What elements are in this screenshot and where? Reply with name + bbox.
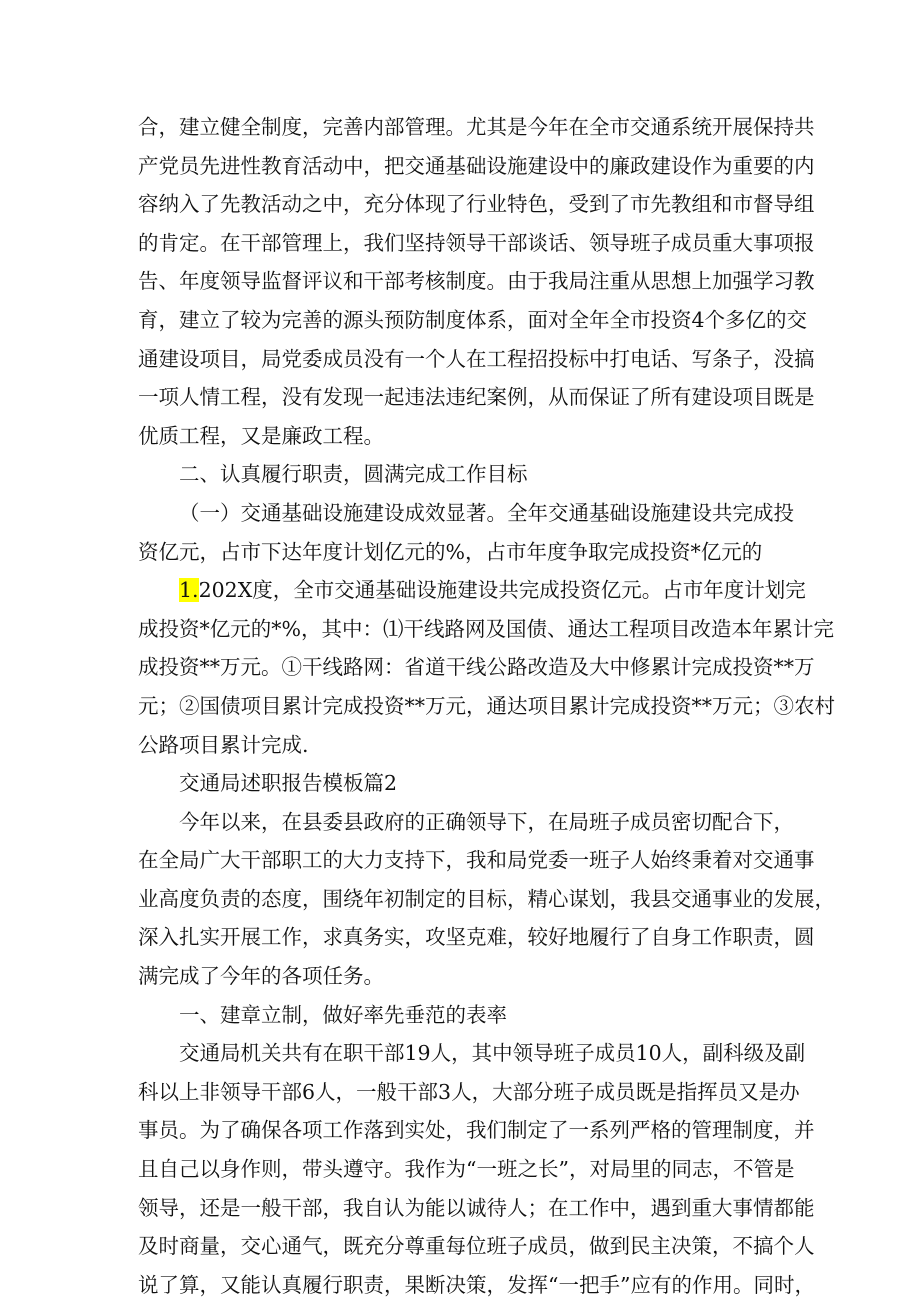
text-line: 产党员先进性教育活动中，把交通基础设施建设中的廉政建设作为重要的内 bbox=[138, 153, 815, 178]
text-line: 资亿元，占市下达年度计划亿元的%，占市年度争取完成投资*亿元的 bbox=[138, 539, 763, 564]
text-line: 成投资*亿元的*%，其中：⑴干线路网及国债、通达工程项目改造本年累计完 bbox=[138, 616, 834, 641]
section-heading: 一、建章立制，做好率先垂范的表率 bbox=[179, 1002, 507, 1027]
text-line: 的肯定。在干部管理上，我们坚持领导干部谈话、领导班子成员重大事项报 bbox=[138, 230, 815, 255]
text-line: 告、年度领导监督评议和干部考核制度。由于我局注重从思想上加强学习教 bbox=[138, 269, 815, 294]
text-line: 交通局机关共有在职干部19人，其中领导班子成员10人，副科级及副 bbox=[179, 1041, 806, 1066]
text-line: 说了算，又能认真履行职责，果断决策，发挥“一把手”应有的作用。同时， bbox=[138, 1272, 815, 1297]
text-line: 合，建立健全制度，完善内部管理。尤其是今年在全市交通系统开展保持共 bbox=[138, 115, 815, 139]
text-line: 通建设项目，局党委成员没有一个人在工程招投标中打电话、写条子，没搞 bbox=[138, 346, 815, 371]
text-line: 今年以来，在县委县政府的正确领导下，在局班子成员密切配合下， bbox=[179, 809, 794, 834]
text-line: 且自己以身作则，带头遵守。我作为“一班之长”，对局里的同志，不管是 bbox=[138, 1157, 795, 1182]
text-line: 及时商量，交心通气，既充分尊重每位班子成员，做到民主决策，不搞个人 bbox=[138, 1234, 815, 1259]
text-line: 满完成了今年的各项任务。 bbox=[138, 964, 384, 989]
text-line: 公路项目累计完成. bbox=[138, 732, 309, 757]
text-line-content: 202X度，全市交通基础设施建设共完成投资亿元。占市年度计划完 bbox=[198, 578, 806, 603]
text-line: 业高度负责的态度，围绕年初制定的目标，精心谋划，我县交通事业的发展， bbox=[138, 886, 835, 911]
text-line: 事员。为了确保各项工作落到实处，我们制定了一系列严格的管理制度，并 bbox=[138, 1118, 815, 1143]
subsection-heading: （一）交通基础设施建设成效显著。全年交通基础设施建设共完成投 bbox=[179, 500, 794, 525]
document-body bbox=[138, 108, 835, 1304]
text-line: 元；②国债项目累计完成投资**万元，通达项目累计完成投资**万元；③农村 bbox=[138, 693, 835, 718]
text-line: 领导，还是一般干部，我自认为能以诚待人；在工作中，遇到重大事情都能 bbox=[138, 1195, 815, 1220]
text-line: 在全局广大干部职工的大力支持下，我和局党委一班子人始终秉着对交通事 bbox=[138, 848, 815, 873]
text-line bbox=[138, 571, 806, 610]
text-line: 育，建立了较为完善的源头预防制度体系，面对全年全市投资4个多亿的交 bbox=[138, 307, 808, 332]
highlighted-text: 1. bbox=[179, 578, 199, 603]
text-line: 一项人情工程，没有发现一起违法违纪案例，从而保证了所有建设项目既是 bbox=[138, 385, 815, 410]
text-line: 容纳入了先教活动之中，充分体现了行业特色，受到了市先教组和市督导组 bbox=[138, 192, 815, 217]
text-line: 深入扎实开展工作，求真务实，攻坚克难，较好地履行了自身工作职责，圆 bbox=[138, 925, 815, 950]
text-line: 科以上非领导干部6人，一般干部3人，大部分班子成员既是指挥员又是办 bbox=[138, 1079, 800, 1104]
section-heading: 二、认真履行职责，圆满完成工作目标 bbox=[179, 462, 528, 487]
article-title: 交通局述职报告模板篇2 bbox=[179, 771, 398, 796]
text-line: 优质工程，又是廉政工程。 bbox=[138, 423, 384, 448]
text-line: 成投资**万元。①干线路网：省道干线公路改造及大中修累计完成投资**万 bbox=[138, 655, 815, 680]
